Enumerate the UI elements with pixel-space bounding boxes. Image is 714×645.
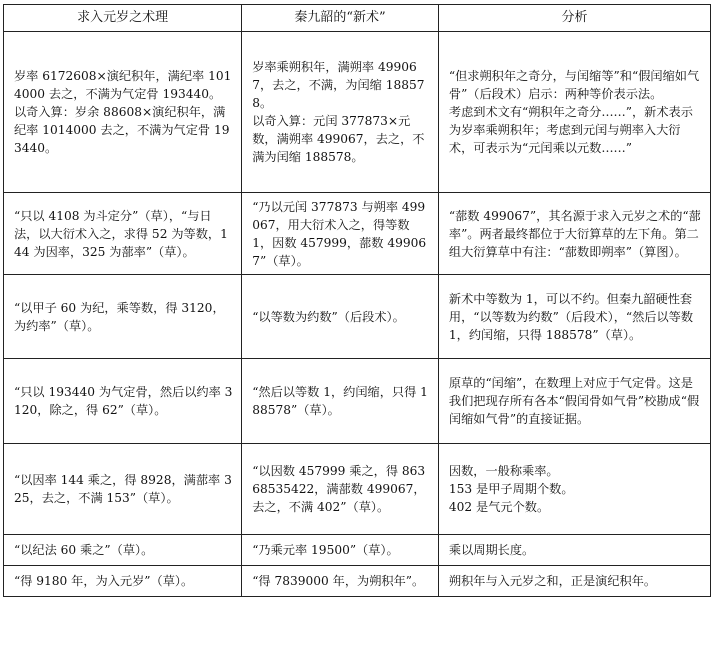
table-cell: [4, 275, 242, 359]
table-row: [4, 535, 711, 566]
cell-text: “只以 193440 为气定骨，然后以约率 3120，除之，得 62”（草）。: [14, 385, 233, 417]
cell-text: 岁率 6172608×演纪积年，满纪率 1014000 去之，不满为气定骨 193440。: [14, 69, 232, 101]
table-cell: [4, 535, 242, 566]
table-row: [4, 444, 711, 535]
table-cell: [242, 359, 439, 444]
cell-text: 岁率乘朔积年，满朔率 499067，去之，不满，为闰缩 188578。: [252, 60, 425, 110]
table-cell: [242, 275, 439, 359]
cell-text: “得 9180 年，为入元岁”（草）。: [14, 574, 194, 588]
table-cell: [4, 444, 242, 535]
table-row: [4, 275, 711, 359]
cell-text: 考虑到术文有“朔积年之奇分……”，新术表示为岁率乘朔积年；考虑到元闰与朔率入大衍术，可表示为“元闰乘以元数……”: [448, 105, 693, 155]
cell-text: “以纪法 60 乘之”（草）。: [14, 543, 154, 557]
cell-text: 以奇入算：元闰 377873×元数，满朔率 499067，去之，不满为闰缩 188578。: [252, 114, 425, 164]
table-row: [4, 359, 711, 444]
cell-text: “以因数 457999 乘之，得 86368535422，满蔀数 499067，去之，不满 402”（草）。: [252, 464, 426, 514]
header-cell-theory: 求入元岁之术理: [4, 5, 242, 32]
cell-text: 153 是甲子周期个数。: [448, 482, 574, 496]
cell-text: “只以 4108 为斗定分”（草），“与日法，以大衍术入之，求得 52 为等数，144 为因率，325 为蔀率”（草）。: [14, 208, 228, 259]
cell-text: “然后以等数 1，约闰缩，只得 188578”（草）。: [252, 385, 428, 417]
table-cell: [242, 535, 439, 566]
header-row: [4, 5, 711, 32]
table-cell: [438, 275, 710, 359]
cell-text: “以甲子 60 为纪，乘等数，得 3120，为约率”（草）。: [14, 300, 225, 333]
table-cell: [438, 566, 710, 597]
cell-text: 402 是气元个数。: [448, 500, 550, 514]
header-cell-new-method: 秦九韶的“新术”: [242, 5, 439, 32]
header-cell-analysis: 分析: [438, 5, 710, 32]
table-cell: [242, 32, 439, 193]
table-cell: [438, 359, 710, 444]
table-cell: [4, 359, 242, 444]
cell-text: 朔积年与入元岁之和，正是演纪积年。: [448, 574, 657, 588]
cell-text: 乘以周期长度。: [448, 543, 535, 557]
cell-text: “以等数为约数”（后段术）。: [252, 309, 405, 324]
cell-text: 因数，一般称乘率。: [448, 464, 559, 478]
table-cell: [438, 444, 710, 535]
table-cell: [4, 32, 242, 193]
table-cell: [438, 193, 710, 275]
cell-text: 原草的“闰缩”，在数理上对应于气定骨。这是我们把现存所有各本“假闰骨如气骨”校勘成“假闰缩如气骨”的直接证据。: [448, 376, 700, 426]
table-row: [4, 566, 711, 597]
table-row: [4, 32, 711, 193]
table-cell: [242, 566, 439, 597]
table-cell: [438, 535, 710, 566]
comparison-table: [3, 4, 711, 597]
table-row: [4, 193, 711, 275]
cell-text: 以奇入算：岁余 88608×演纪积年，满纪率 1014000 去之，不满为气定骨 193440。: [14, 105, 230, 155]
cell-text: “以因率 144 乘之，得 8928，满蔀率 325，去之，不满 153”（草）。: [14, 473, 232, 505]
table-cell: [4, 566, 242, 597]
table-cell: [242, 444, 439, 535]
table-cell: [242, 193, 439, 275]
cell-text: “乃以元闰 377873 与朔率 499067，用大衍术入之，得等数 1，因数 457999，蔀数 499067”（草）。: [252, 199, 427, 268]
table-cell: [438, 32, 710, 193]
cell-text: 新术中等数为 1，可以不约。但秦九韶硬性套用，“以等数为约数”（后段术），“然后以等数 1，约闰缩，只得 188578”（草）。: [448, 291, 694, 342]
cell-text: “乃乘元率 19500”（草）。: [252, 543, 399, 557]
cell-text: “但求朔积年之奇分，与闰缩等”和“假闰缩如气骨”（后段术）启示：两种等价表示法。: [448, 69, 700, 101]
cell-text: “蔀数 499067”，其名源于求入元岁之术的“蔀率”。两者最终都位于大衍算草的左下角。第二组大衍算草中有注：“蔀数即朔率”（算图）。: [448, 208, 701, 259]
table-cell: [4, 193, 242, 275]
cell-text: “得 7839000 年，为朔积年”。: [252, 574, 425, 588]
